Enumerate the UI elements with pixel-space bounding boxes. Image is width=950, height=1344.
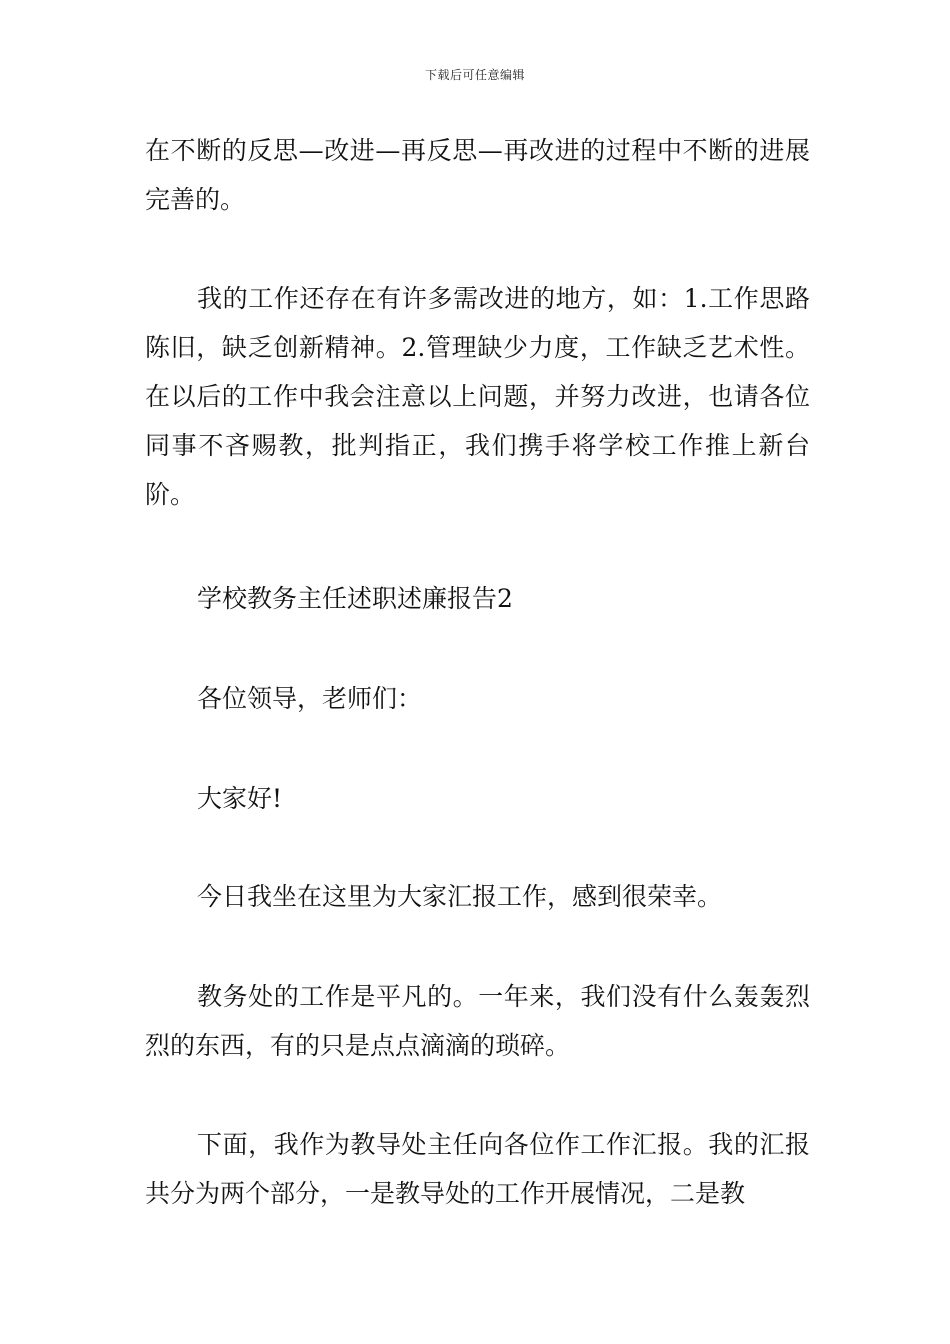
paragraph-improvements: 我的工作还存在有许多需改进的地方，如：1.工作思路陈旧，缺乏创新精神。2.管理缺少力度，工作缺乏艺术性。在以后的工作中我会注意以上问题，并努力改进，也请各位同事不吝赐教，批判指正，我们携手将学校工作推上新台阶。 xyxy=(145,284,810,509)
paragraph-ordinary-work: 教务处的工作是平凡的。一年来，我们没有什么轰轰烈烈的东西，有的只是点点滴滴的琐碎。 xyxy=(145,982,810,1060)
paragraph-report-intro: 下面，我作为教导处主任向各位作工作汇报。我的汇报共分为两个部分，一是教导处的工作开展情况，二是教 xyxy=(145,1130,810,1208)
paragraph-honor: 今日我坐在这里为大家汇报工作，感到很荣幸。 xyxy=(197,882,723,911)
salutation: 各位领导，老师们： xyxy=(197,684,423,713)
section-title: 学校教务主任述职述廉报告2 xyxy=(197,584,513,613)
paragraph-continuation: 在不断的反思—改进—再反思—再改进的过程中不断的进展完善的。 xyxy=(145,136,810,214)
greeting: 大家好! xyxy=(197,784,283,813)
header-note: 下载后可任意编辑 xyxy=(424,68,525,82)
